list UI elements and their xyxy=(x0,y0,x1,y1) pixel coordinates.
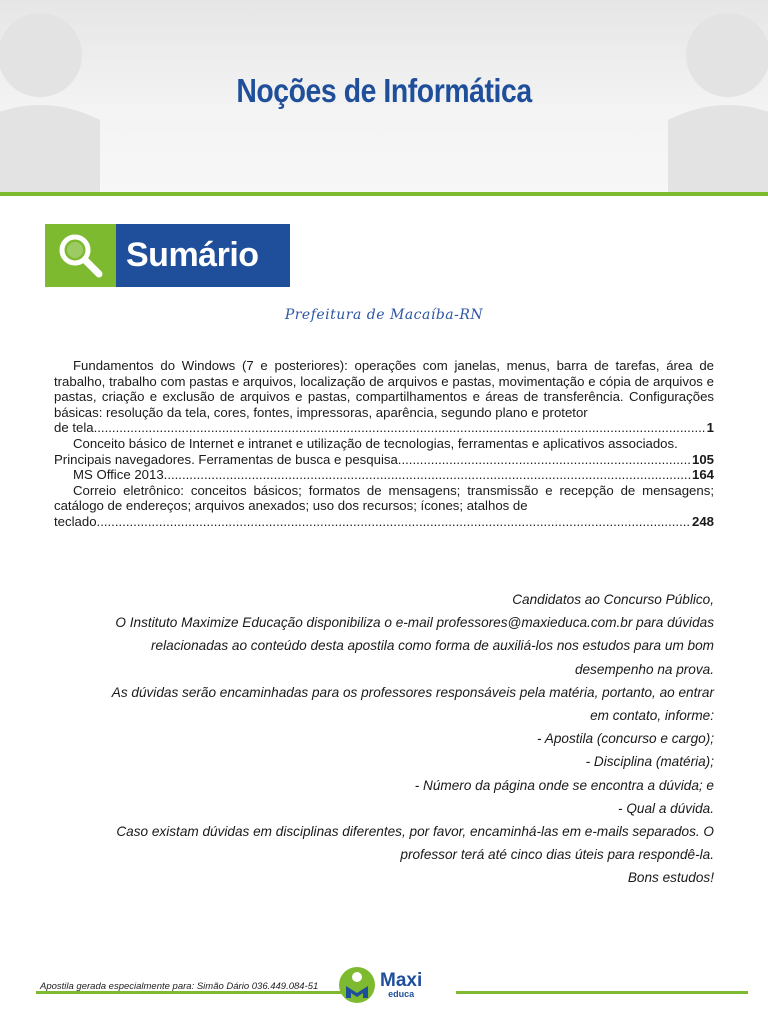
toc-leader-dots xyxy=(401,452,691,468)
notice-line: Caso existam dúvidas em disciplinas diferentes, por favor, encaminhá-las em e-mails separados. O xyxy=(116,824,714,840)
notice-line: As dúvidas serão encaminhadas para os professores responsáveis pela matéria, portanto, ao entrar xyxy=(111,684,714,700)
toc-entry-1-page: 1 xyxy=(706,420,714,436)
toc-leader-dots xyxy=(97,514,691,530)
toc-entry-2-text: Conceito básico de Internet e intranet e utilização de tecnologias, ferramentas e aplicativos associados. xyxy=(73,435,678,451)
logo-sub-text: educa xyxy=(388,989,415,999)
notice-line: professor terá até cinco dias úteis para respondê-la. xyxy=(400,847,714,863)
toc-entry-2-tail: Principais navegadores. Ferramentas de busca e pesquisa. xyxy=(54,451,402,467)
toc-entry-2-line xyxy=(54,452,714,468)
toc-entry-3-tail: MS Office 2013.. xyxy=(73,467,171,483)
logo-main-text: Maxi xyxy=(380,970,423,991)
header-divider xyxy=(0,192,768,196)
toc-leader-dots xyxy=(171,467,691,483)
notice-line: - Número da página onde se encontra a dúvida; e xyxy=(414,777,714,793)
toc-entry-4-tail: teclado xyxy=(54,513,97,529)
toc-entry-4-page: 248 xyxy=(691,513,714,529)
page-title: Noções de Informática xyxy=(236,72,532,109)
table-of-contents xyxy=(54,358,714,530)
toc-entry-1-text: Fundamentos do Windows (7 e posteriores): operações com janelas, menus, barra de tarefas, área de trabalho, trabalho com pastas e arquivos, localização de arquivos e pastas, movimentação e cópia de arquivos e pastas, criação e exclusão de arquivos e pastas, compartilhamentos e áreas de transferência. Configurações básicas: resolução da tela, cores, fontes, impressoras, aparência, segundo plano e protetor xyxy=(54,358,714,420)
candidate-notice xyxy=(60,588,714,890)
page-header xyxy=(0,0,768,194)
notice-line: - Qual a dúvida. xyxy=(618,800,714,816)
toc-entry-1-line xyxy=(54,420,714,436)
toc-entry-2-page: 105 xyxy=(691,451,714,467)
toc-entry-3-line xyxy=(54,467,714,483)
footer-generated-for: Apostila gerada especialmente para: Simão Dário 036.449.084-51 xyxy=(40,981,319,992)
maxi-educa-logo xyxy=(338,966,422,1004)
notice-line: - Apostila (concurso e cargo); xyxy=(536,731,714,747)
toc-entry-4-text: Correio eletrônico: conceitos básicos; formatos de mensagens; transmissão e recepção de mensagens; catálogo de endereços; arquivos anexados; uso dos recursos; ícones; atalhos de xyxy=(54,482,714,514)
toc-entry-3-page: 164 xyxy=(691,467,714,483)
notice-line: - Disciplina (matéria); xyxy=(585,754,714,770)
toc-entry-4-line xyxy=(54,514,714,530)
maxi-person-icon xyxy=(338,966,376,1004)
magnifier-icon xyxy=(45,224,116,287)
document-subtitle: Prefeitura de Macaíba-RN xyxy=(284,307,484,323)
toc-entry-1-tail: de tela. xyxy=(54,420,98,436)
summary-banner xyxy=(45,224,290,287)
notice-line: desempenho na prova. xyxy=(574,661,714,677)
notice-line: relacionadas ao conteúdo desta apostila como forma de auxiliá-los nos estudos para um bom xyxy=(151,638,714,654)
notice-line: Bons estudos! xyxy=(627,870,714,886)
notice-line: O Instituto Maximize Educação disponibiliza o e-mail professores@maxieduca.com.br para dúvidas xyxy=(115,615,714,631)
footer-divider-right xyxy=(456,991,748,994)
notice-line: Candidatos ao Concurso Público, xyxy=(512,592,714,607)
notice-line: em contato, informe: xyxy=(590,708,714,724)
toc-leader-dots xyxy=(97,420,705,436)
summary-label: Sumário xyxy=(116,224,290,287)
